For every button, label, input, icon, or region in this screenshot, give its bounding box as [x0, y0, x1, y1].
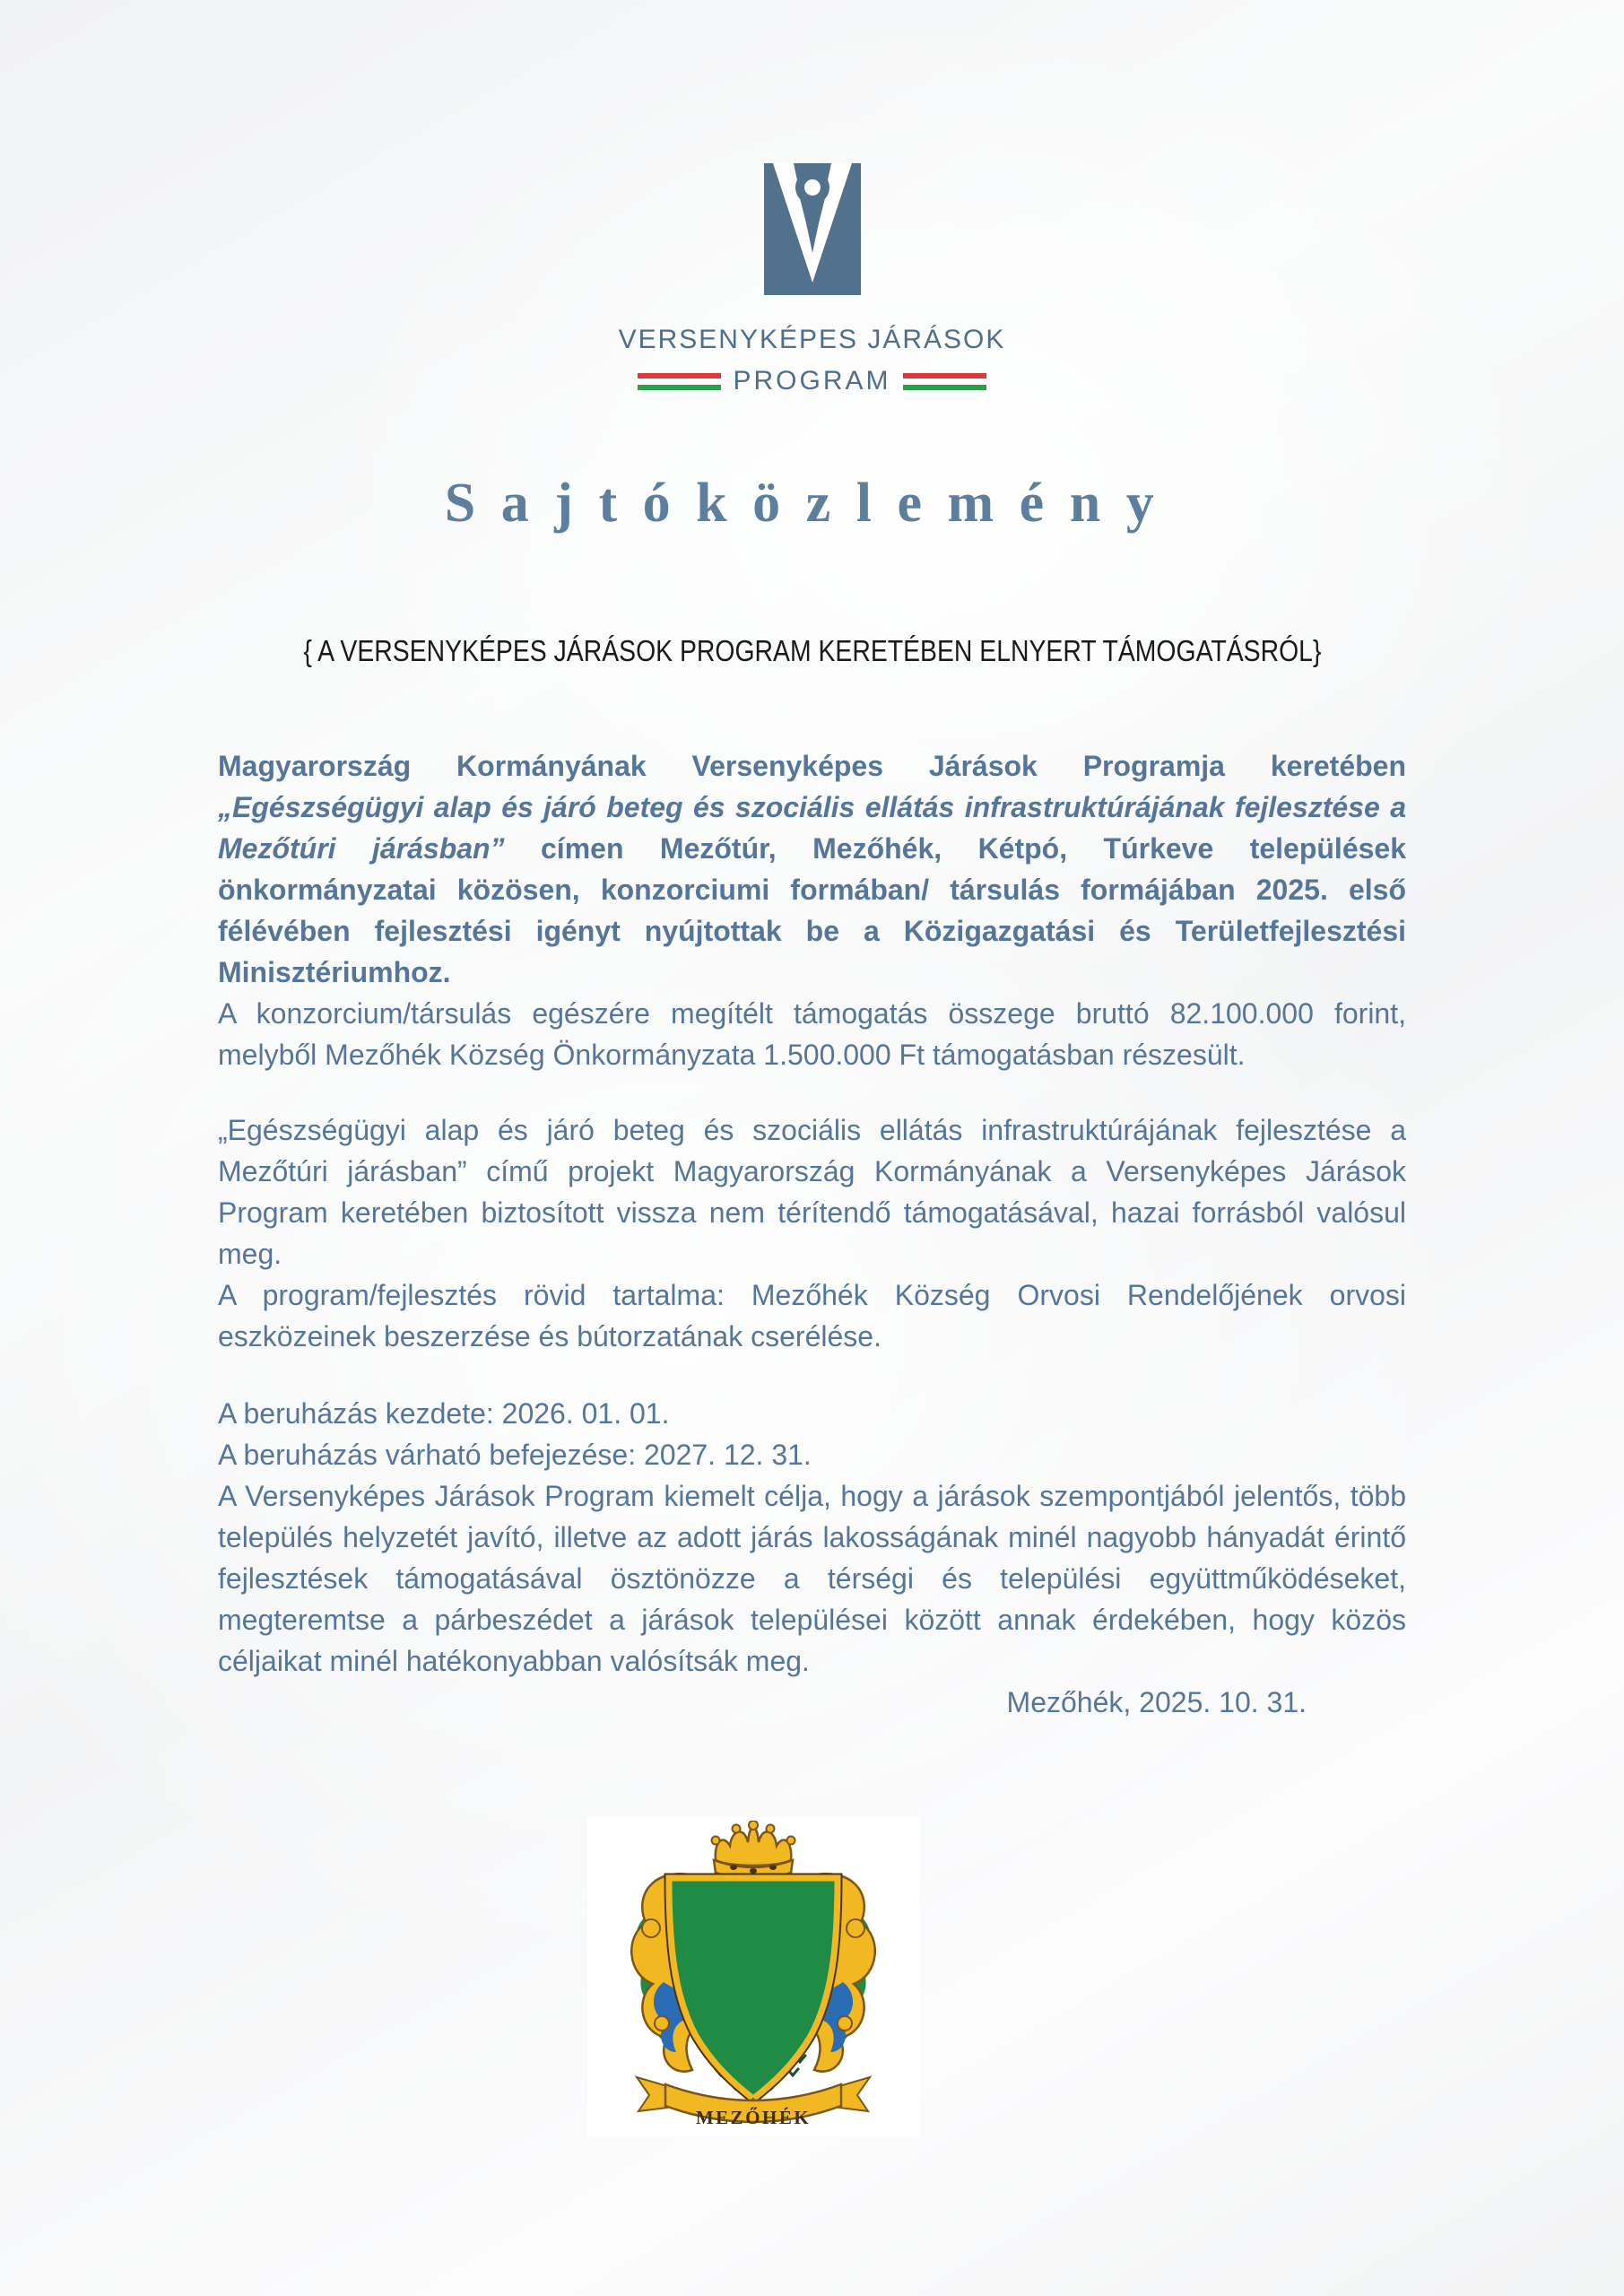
paragraph-project-funding: „Egészségügyi alap és járó beteg és szociális ellátás infrastruktúrájának fejlesztése a Mezőtúri járásban” című projekt Magyarország Kormányának a Versenyképes Járások Program keretében biztosított vissza nem térítendő támogatásával, hazai forrásból valósul meg.	[218, 1114, 1406, 1270]
location-pin-v-icon	[764, 163, 861, 295]
paragraph-project-dates	[218, 1393, 1406, 1475]
press-release-subtitle-text: { A VERSENYKÉPES JÁRÁSOK PROGRAM KERETÉBEN ELNYERT TÁMOGATÁSRÓL}	[302, 634, 1322, 667]
paragraph-project-content: A program/fejlesztés rövid tartalma: Mezőhék Község Orvosi Rendelőjének orvosi eszközeinek beszerzése és bútorzatának cserélése.	[218, 1279, 1406, 1352]
hungarian-flag-stripe-icon	[638, 373, 721, 390]
press-release-subtitle	[0, 633, 1624, 669]
press-release-body	[218, 745, 1406, 1723]
paragraph-grant-announcement	[218, 745, 1406, 993]
crest-shield	[669, 1878, 838, 2115]
logo-program-label: PROGRAM	[733, 366, 891, 396]
coat-of-arms-drawing	[610, 1821, 897, 2144]
press-release-title: Sajtóközlemény	[444, 473, 1180, 534]
paragraph-program-goal: A Versenyképes Járások Program kiemelt célja, hogy a járások szempontjából jelentős, több település helyzetét javító, illetve az adott járás lakosságának minél nagyobb hányadát érintő fejlesztések támogatásával ösztönözze a térségi és települési együttműködéseket, megteremtse a párbeszédet a járások települései között annak érdekében, hogy közös céljaikat minél hatékonyabban valósítsák meg.	[218, 1480, 1406, 1677]
crest-crown	[712, 1821, 795, 1879]
project-title-quote: „Egészségügyi alap és járó beteg és szociális ellátás infrastruktúrájának fejlesztése a Mezőtúri járásban”	[218, 791, 1406, 865]
paragraph-project-description	[218, 1109, 1406, 1357]
hungarian-flag-stripe-icon	[903, 373, 986, 390]
mezohek-coat-of-arms	[587, 1817, 919, 2136]
paragraph-run: címen Mezőtúr, Mezőhék, Kétpó, Túrkeve települések önkormányzatai közösen, konzorciumi formában/ társulás formájában 2025. első félévében fejlesztési igényt nyújtottak be a Közigazgatási és Területfejlesztési Minisztériumhoz.	[218, 832, 1407, 988]
project-end-date: A beruházás várható befejezése: 2027. 12. 31.	[218, 1439, 812, 1471]
coat-of-arms-banner-text: MEZŐHÉK	[695, 2107, 812, 2128]
program-logo	[0, 163, 1624, 396]
paragraph-grant-amount: A konzorcium/társulás egészére megítélt támogatás összege bruttó 82.100.000 forint, melyből Mezőhék Község Önkormányzata 1.500.000 Ft támogatásban részesült.	[218, 997, 1406, 1071]
logo-wordmark: VERSENYKÉPES JÁRÁSOK	[618, 325, 1006, 354]
project-start-date: A beruházás kezdete: 2026. 01. 01.	[218, 1397, 670, 1430]
place-and-date-line: Mezőhék, 2025. 10. 31.	[1006, 1686, 1307, 1718]
logo-program-row	[638, 366, 986, 396]
paragraph-run: Magyarország Kormányának Versenyképes Járások Programja keretében	[218, 750, 1406, 782]
